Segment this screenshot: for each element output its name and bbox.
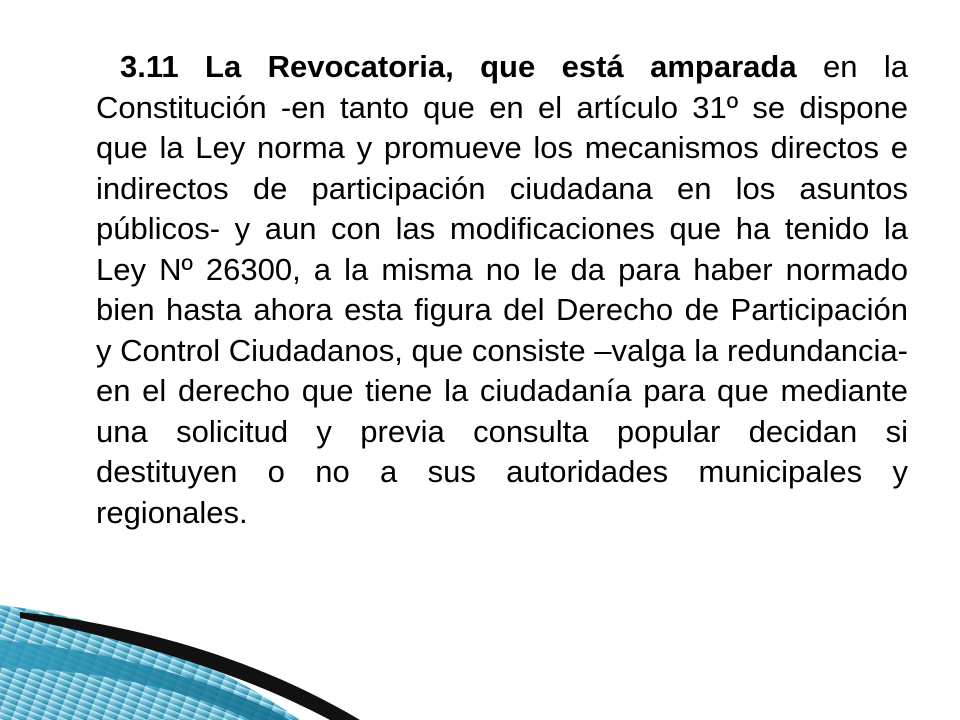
teal-wave-shape: [0, 605, 300, 720]
slide-paragraph: [96, 47, 908, 533]
paragraph-lead-bold: 3.11 La Revocatoria, que está amparada: [120, 49, 797, 84]
black-swoosh-shape: [20, 612, 360, 720]
paragraph-body: en la Constitución -en tanto que en el artículo 31º se dispone que la Ley norma y promueve los mecanismos directos e indirectos de participación ciudadana en los asuntos públicos- y aun con las modificaciones que ha tenido la Ley Nº 26300, a la misma no le da para haber normado bien hasta ahora esta figura del Derecho de Participación y Control Ciudadanos, que consiste –valga la redundancia- en el derecho que tiene la ciudadanía para que mediante una solicitud y previa consulta popular decidan si destituyen o no a sus autoridades municipales y regionales.: [96, 49, 908, 530]
teal-band-shape: [0, 640, 290, 720]
